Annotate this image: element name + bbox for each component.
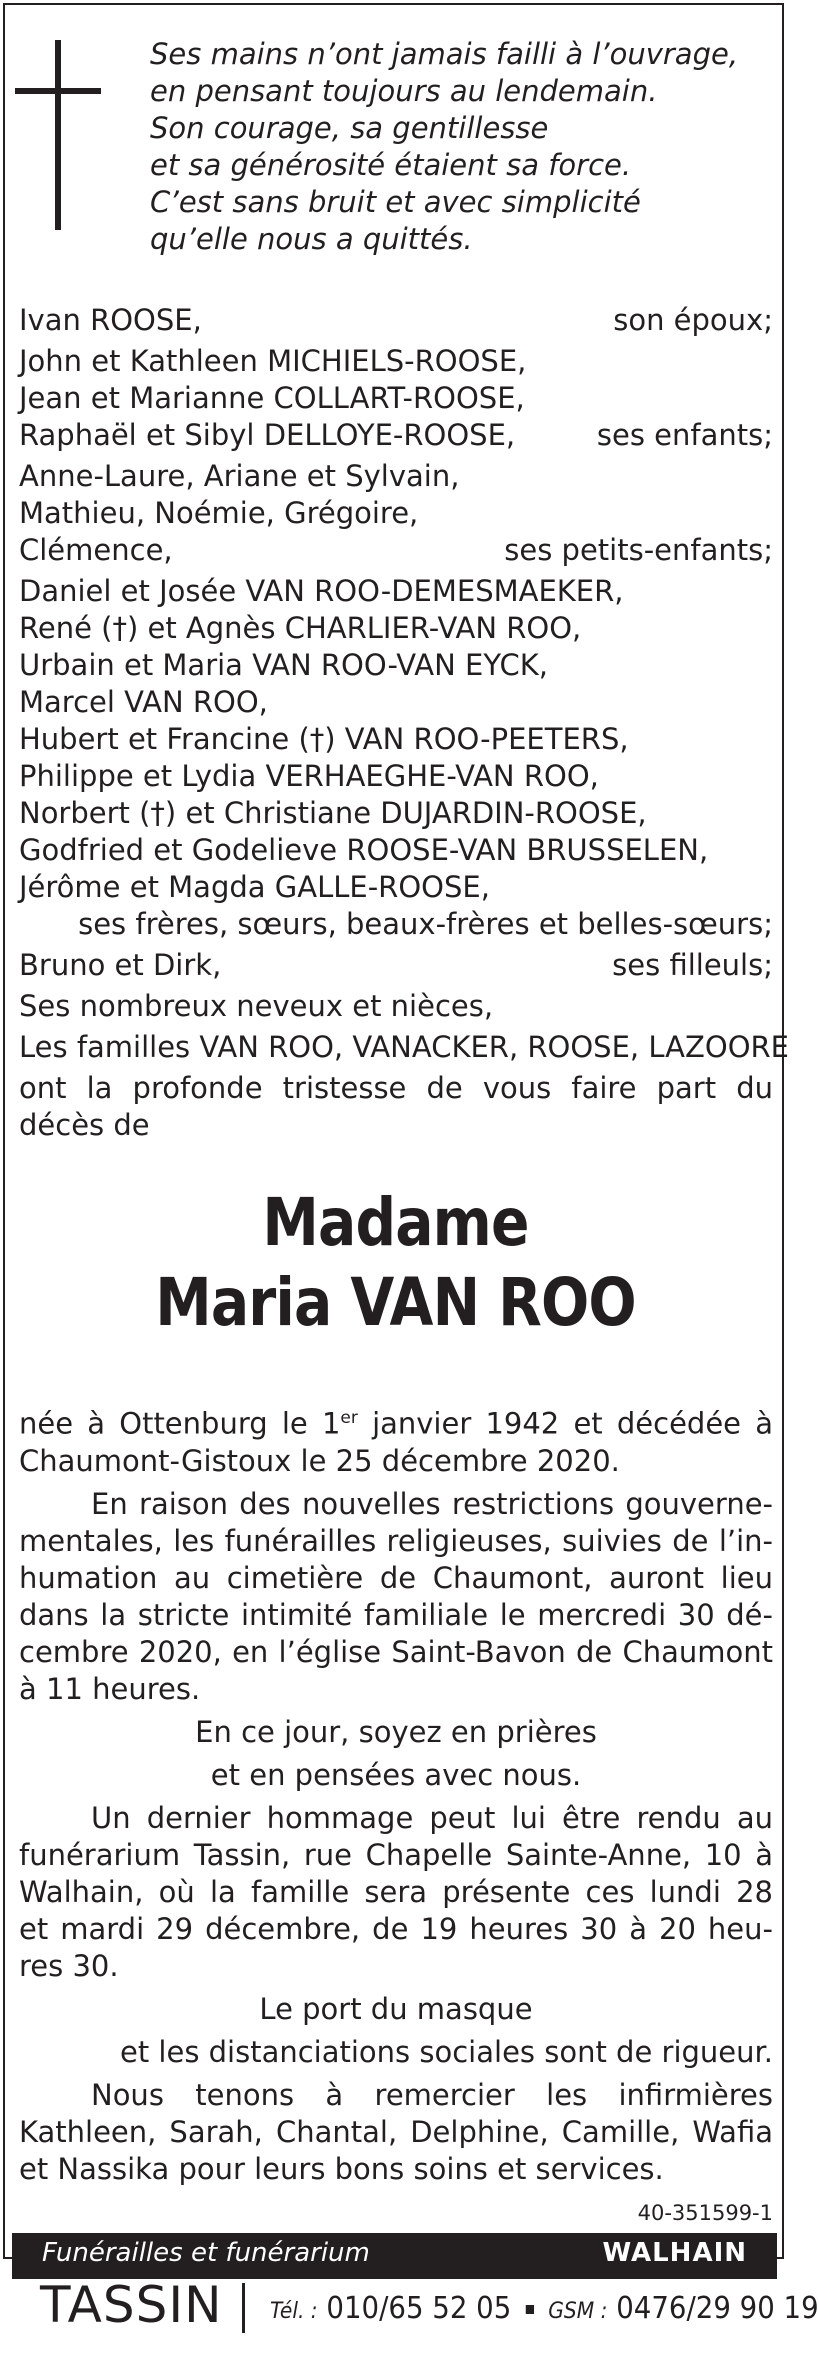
footer-contact xyxy=(270,2291,819,2326)
funeral-line: à 11 heures. xyxy=(19,1671,201,1706)
poem xyxy=(150,36,770,258)
thanks-line: Kathleen, Sarah, Chantal, Delphine, Camille, Wafia xyxy=(19,2114,773,2149)
families-line: Les familles VAN ROO, VANACKER, ROOSE, LAZOORE xyxy=(19,1030,790,1064)
funeral-paragraph xyxy=(19,1486,773,1708)
birth-ordinal: er xyxy=(340,1408,358,1428)
funeral-home-footer xyxy=(12,2233,819,2343)
footer-bar xyxy=(12,2233,777,2279)
nephews-group xyxy=(19,988,773,1025)
announcement-line: décès de xyxy=(19,1108,150,1142)
poem-line: et sa générosité étaient sa force. xyxy=(150,148,632,182)
spouse-name: Ivan ROOSE, xyxy=(19,303,202,337)
sibling-line: Philippe et Lydia VERHAEGHE-VAN ROO, xyxy=(19,759,599,793)
nephews-line: Ses nombreux neveux et nièces, xyxy=(19,989,494,1023)
deceased-title: Madame xyxy=(262,1184,529,1261)
poem-line: Ses mains n’ont jamais failli à l’ouvrage, xyxy=(150,37,739,71)
funeral-line: dans la stricte intimité familiale le mercredi 30 dé- xyxy=(19,1597,773,1632)
mask-line: Le port du masque xyxy=(259,1991,533,2026)
thanks-paragraph xyxy=(19,2077,773,2188)
tribute-line: et mardi 29 décembre, de 19 heures 30 à 20 heu- xyxy=(19,1911,773,1946)
poem-line: en pensant toujours au lendemain. xyxy=(150,74,658,108)
funeral-line: En raison des nouvelles restrictions gouverne- xyxy=(91,1486,773,1521)
godchildren-names: Bruno et Dirk, xyxy=(19,948,222,982)
sibling-line: Marcel VAN ROO, xyxy=(19,685,268,719)
grandchildren-group xyxy=(19,458,773,569)
announcement-line: ont la profonde tristesse de vous faire part du xyxy=(19,1071,773,1105)
poem-line: qu’elle nous a quittés. xyxy=(150,222,473,256)
cross-vertical-bar xyxy=(55,40,61,230)
funeral-line: humation au cimetière de Chaumont, auront lieu xyxy=(19,1560,773,1595)
sibling-line: Norbert (†) et Christiane DUJARDIN-ROOSE, xyxy=(19,796,647,830)
family-list xyxy=(19,302,790,1144)
tribute-line: res 30. xyxy=(19,1948,119,1983)
footer-tagline: Funérailles et funérarium xyxy=(42,2238,370,2268)
sibling-line: Jérôme et Magda GALLE-ROOSE, xyxy=(19,870,490,904)
siblings-group xyxy=(19,573,773,943)
child-line: John et Kathleen MICHIELS-ROOSE, xyxy=(19,344,527,378)
cross-horizontal-bar xyxy=(15,88,101,94)
spouse-line xyxy=(19,302,773,339)
tel-label: Tél. : xyxy=(270,2299,318,2324)
prayer-line: et en pensées avec nous. xyxy=(210,1757,582,1792)
tribute-line: Walhain, où la famille sera présente ces lundi 28 xyxy=(19,1874,773,1909)
child-line-last xyxy=(19,417,773,454)
sibling-line: Urbain et Maria VAN ROO-VAN EYCK, xyxy=(19,648,548,682)
notice-body xyxy=(19,1400,773,2194)
poem-line: Son courage, sa gentillesse xyxy=(150,111,549,145)
birth-text: née à Ottenburg le 1 xyxy=(19,1406,341,1441)
tribute-line: Un dernier hommage peut lui être rendu au xyxy=(91,1800,773,1835)
footer-brand: TASSIN xyxy=(40,2276,223,2334)
footer-city: WALHAIN xyxy=(602,2238,747,2268)
funeral-line: mentales, les funérailles religieuses, suivies de l’in- xyxy=(19,1523,773,1558)
tribute-line: funérarium Tassin, rue Chapelle Sainte-Anne, 10 à xyxy=(19,1837,773,1872)
gsm-number: 0476/29 90 19 xyxy=(616,2291,819,2326)
birth-line: Chaumont-Gistoux le 25 décembre 2020. xyxy=(19,1443,620,1478)
birth-line xyxy=(19,1400,773,1443)
children-role: ses enfants; xyxy=(596,418,773,452)
grandchild-name: Clémence, xyxy=(19,533,173,567)
gsm-label: GSM : xyxy=(548,2299,608,2324)
godchildren-role: ses filleuls; xyxy=(612,948,773,982)
sibling-line: Hubert et Francine (†) VAN ROO-PEETERS, xyxy=(19,722,629,756)
tel-number: 010/65 52 05 xyxy=(326,2291,512,2326)
thanks-line: Nous tenons à remercier les infirmières xyxy=(91,2077,773,2112)
thanks-line: et Nassika pour leurs bons soins et services. xyxy=(19,2151,664,2186)
children-group xyxy=(19,343,773,454)
grandchild-line: Mathieu, Noémie, Grégoire, xyxy=(19,496,419,530)
grandchild-line: Anne-Laure, Ariane et Sylvain, xyxy=(19,459,460,493)
reference-number: 40-351599-1 xyxy=(637,2201,773,2225)
child-line: Jean et Marianne COLLART-ROOSE, xyxy=(19,381,525,415)
spouse-group xyxy=(19,302,773,339)
sibling-line: René (†) et Agnès CHARLIER-VAN ROO, xyxy=(19,611,582,645)
prayer-line: En ce jour, soyez en prières xyxy=(195,1714,597,1749)
tribute-paragraph xyxy=(19,1800,773,1985)
siblings-role: ses frères, sœurs, beaux-frères et belles-sœurs; xyxy=(78,907,773,941)
godchildren-group xyxy=(19,947,773,984)
grandchildren-role: ses petits-enfants; xyxy=(504,533,773,567)
deceased-name: Maria VAN ROO xyxy=(155,1264,636,1341)
birth-text-end: janvier 1942 et décédée à xyxy=(357,1406,773,1441)
child-name: Raphaël et Sibyl DELLOYE-ROOSE, xyxy=(19,418,516,452)
sibling-line: Daniel et Josée VAN ROO-DEMESMAEKER, xyxy=(19,574,624,608)
announcement xyxy=(19,1070,773,1144)
birth-paragraph xyxy=(19,1400,773,1480)
godchildren-line xyxy=(19,947,773,984)
spouse-role: son époux; xyxy=(613,303,773,337)
sibling-line: Godfried et Godelieve ROOSE-VAN BRUSSELEN, xyxy=(19,833,709,867)
poem-line: C’est sans bruit et avec simplicité xyxy=(150,185,641,219)
mask-line: et les distanciations sociales sont de rigueur. xyxy=(119,2034,773,2069)
families-group xyxy=(19,1029,790,1066)
grandchild-line-last xyxy=(19,532,773,569)
funeral-line: cembre 2020, en l’église Saint-Bavon de Chaumont xyxy=(19,1634,773,1669)
separator-square-icon xyxy=(526,2305,534,2314)
footer-divider xyxy=(242,2283,245,2333)
